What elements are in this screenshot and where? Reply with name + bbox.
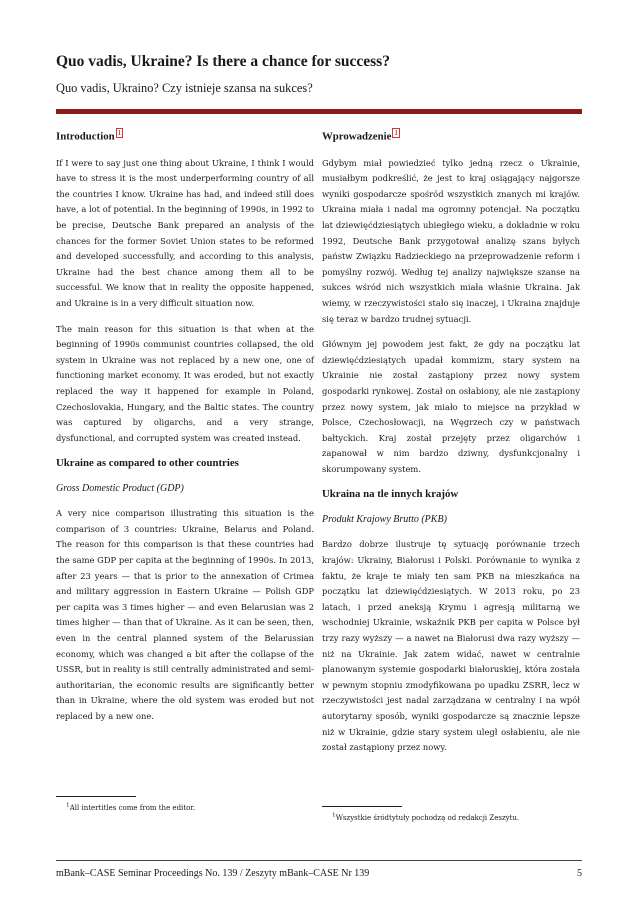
subsection-heading: Produkt Krajowy Brutto (PKB) [322, 514, 447, 526]
footnote-link[interactable]: 1 [394, 129, 398, 137]
title-block [56, 52, 582, 96]
footnote-text: All intertitles come from the editor. [69, 804, 196, 813]
page-subtitle: Quo vadis, Ukraino? Czy istnieje szansa na sukces? [56, 81, 313, 95]
title-rule [56, 109, 582, 114]
paragraph: Gdybym miał powiedzieć tylko jedną rzecz o Ukrainie, musiałbym podkreślić, że jest to kraj osiągający najgorsze wyniki gospodarcze spośród wszystkich znanych mi krajów. Ukraina miała i nadal ma ogromny potencjał. Na początku lat dziewięćdziesiątych ubiegłego wieku, a dokładnie w roku 1992, Deutsche Bank przygotował analizę szans byłych państw Związku Radzieckiego na przeprowadzenie reform i pomyślny rozwój. Według tej analizy największe szanse na sukces wśród nich wszystkich miała właśnie Ukraina. Jak wiemy, w rzeczywistości stało się inaczej, i Ukraina znajduje się teraz w bardzo trudnej sytuacji. [322, 157, 580, 324]
english-column [56, 128, 314, 735]
footnote-rule [322, 806, 402, 807]
paragraph: A very nice comparison illustrating this situation is the comparison of 3 countries: Ukraine, Belarus and Poland. The reason for this comparison is that these countries had the same GDP per capita at the beginning of 1990s. In 2013, after 23 years — that is prior to the annexation of Crimea and military aggression in Eastern Ukraine — Polish GDP per capita was 3 times higher — and even Belarusian was 2 times higher — than that of Ukraine. As it can be seen, then, even in the central planned system of the Belarussian economy, which was changed a bit after the collapse of the USSR, but in reality is still centrally administrated and semi-authoritarian, the economic results are significantly better than in Ukraine, where the old system was eroded but not replaced by a new one. [56, 508, 314, 721]
paragraph: If I were to say just one thing about Ukraine, I think I would have to stress it is the most underperforming country of all the countries I know. Ukraine has had, and indeed still does have, a lot of potential. In the beginning of 1990s, in 1992 to be precise, Deutsche Bank prepared an analysis of the chances for the former Soviet Union states to be reformed and developed successfully, and according to this analysis, Ukraine had the best chance among them all to be successful. We know that in reality the opposite happened, and Ukraine is in a very difficult situation now. [56, 157, 314, 308]
footnote-number: 1 [66, 803, 70, 809]
page-footer [56, 868, 582, 879]
intro-heading [322, 128, 580, 144]
footer-rule [56, 860, 582, 861]
intro-heading-text: Wprowadzenie [322, 130, 392, 143]
footnote-link[interactable]: 1 [117, 129, 122, 137]
polish-column [322, 128, 580, 766]
footnote-rule [56, 796, 136, 797]
subsection-heading: Gross Domestic Product (GDP) [56, 483, 184, 495]
footnote [322, 806, 580, 823]
page-number: 5 [577, 868, 582, 879]
section-heading: Ukraine as compared to other countries [56, 457, 239, 470]
page-title: Quo vadis, Ukraine? Is there a chance for success? [56, 53, 390, 70]
footnote-text: Wszystkie śródtytuły pochodzą od redakcji Zeszytu. [335, 814, 520, 823]
footer-text: mBank–CASE Seminar Proceedings No. 139 / Zeszyty mBank–CASE Nr 139 [56, 868, 370, 879]
intro-heading-text: Introduction [56, 130, 115, 143]
intro-heading [56, 128, 314, 144]
section-heading: Ukraina na tle innych krajów [322, 488, 459, 501]
footnote-number: 1 [332, 813, 336, 819]
paragraph: The main reason for this situation is that when at the beginning of 1990s communist countries collapsed, the old system in Ukraine was not replaced by a new one, one of functioning market economy. It was eroded, but not exactly replaced the way it happened for example in Poland, Czechoslovakia, Hungary, and the Baltic states. The country was captured by oligarchs, and a very strange, dysfunctional, and corrupted system was created instead. [56, 323, 314, 443]
footnote [56, 796, 314, 813]
paragraph: Bardzo dobrze ilustruje tę sytuację porównanie trzech krajów: Ukrainy, Białorusi i Polski. Porównanie to wynika z faktu, że kraje te miały ten sam PKB na mieszkańca na początku lat dziewięćdziesiątych. W 2013 roku, po 23 latach, i przed aneksją Krymu i agresją militarną we wschodniej Ukrainie, wskaźnik PKB per capita w Polsce był trzy razy wyższy — a nawet na Białorusi dwa razy wyższy — niż na Ukrainie. Jak zatem widać, nawet w centralnie planowanym systemie gospodarki białoruskiej, która została w pewnym stopniu zmodyfikowana po upadku ZSRR, lecz w rzeczywistości jest nadal zarządzana w centralny i na wpół autorytarny sposób, wyniki gospodarcze są znacznie lepsze niż w Ukrainie, gdzie stary system uległ osłabieniu, ale nie został zastąpiony przez nowy. [322, 539, 580, 753]
paragraph: Głównym jej powodem jest fakt, że gdy na początku lat dziewięćdziesiątych upadał kommizm, stary system na Ukrainie nie został zastąpiony przez nowy system gospodarki rynkowej. Został on osłabiony, ale nie zastąpiony przez nowy system, jak miało to miejsce na przykład w Polsce, Czechosłowacji, na Węgrzech czy w państwach bałtyckich. Kraj został przejęty przez oligarchów i zapanował w nim bardzo dziwny, dysfunkcjonalny i skorumpowany system. [322, 339, 580, 474]
